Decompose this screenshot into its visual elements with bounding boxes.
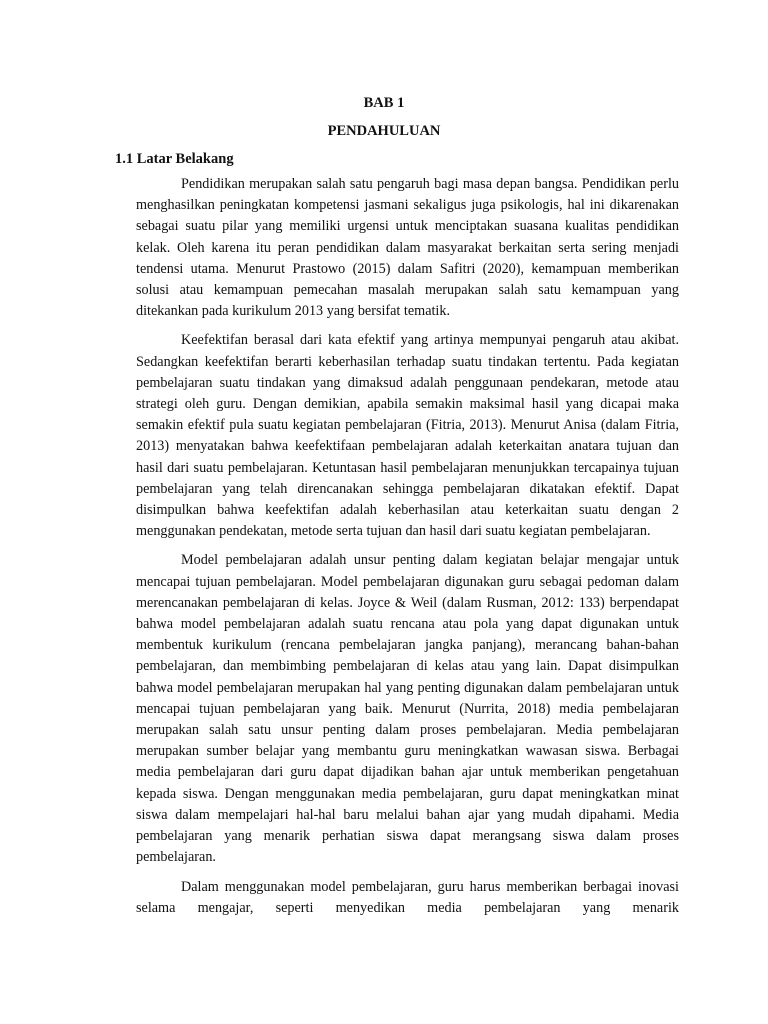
section-heading: 1.1 Latar Belakang	[115, 151, 234, 167]
paragraph-4: Dalam menggunakan model pembelajaran, guru harus memberikan berbagai inovasi selama mengajar, seperti menyedikan media pembelajaran yang menarik	[136, 878, 679, 916]
paragraph-3: Model pembelajaran adalah unsur penting dalam kegiatan belajar mengajar untuk mencapai tujuan pembelajaran. Model pembelajaran digunakan guru sebagai pedoman dalam merencanakan pembelajaran di kelas. Joyce & Weil (dalam Rusman, 2012: 133) berpendapat bahwa model pembelajaran adalah suatu rencana atau pola yang dapat digunakan untuk membentuk kurikulum (rencana pembelajaran jangka panjang), merancang bahan-bahan pembelajaran, dan membimbing pembelajaran di kelas atau yang lain. Dapat disimpulkan bahwa model pembelajaran merupakan hal yang penting digunakan dalam pembelajaran untuk mencapai tujuan pembelajaran yang baik. Menurut (Nurrita, 2018) media pembelajaran merupakan salah satu unsur penting dalam proses pembelajaran. Media pembelajaran merupakan sumber belajar yang membantu guru meningkatkan wawasan siswa. Berbagai media pembelajaran dari guru dapat dijadikan bahan ajar untuk memberikan pengetahuan kepada siswa. Dengan menggunakan media pembelajaran, guru dapat meningkatkan minat siswa dalam mempelajari hal-hal baru melalui bahan ajar yang mudah dipahami. Media pembelajaran yang menarik perhatian siswa dapat merangsang siswa dalam proses pembelajaran.	[136, 552, 679, 866]
paragraph-2: Keefektifan berasal dari kata efektif yang artinya mempunyai pengaruh atau akibat. Sedangkan keefektifan berarti keberhasilan terhadap suatu tindakan tertentu. Pada kegiatan pembelajaran suatu tindakan yang dimaksud adalah penggunaan pendekaran, metode atau strategi oleh guru. Dengan demikian, apabila semakin maksimal hasil yang dicapai maka semakin efektif pula suatu kegiatan pembelajaran (Fitria, 2013). Menurut Anisa (dalam Fitria, 2013) menyatakan bahwa keefektifaan pembelajaran adalah keterkaitan anatara tujuan dan hasil dari suatu pembelajaran. Ketuntasan hasil pembelajaran menunjukkan tercapainya tujuan pembelajaran yang telah direncanakan sehingga pembelajaran dikatakan efektif. Dapat disimpulkan bahwa keefektifan adalah keberhasilan atau keterkaitan suatu dengan 2 menggunakan pendekatan, metode serta tujuan dan hasil dari suatu kegiatan pembelajaran.	[136, 332, 679, 540]
body-text	[136, 174, 679, 927]
chapter-title: PENDAHULUAN	[327, 123, 441, 139]
paragraph-1: Pendidikan merupakan salah satu pengaruh bagi masa depan bangsa. Pendidikan perlu menghasilkan peningkatan kompetensi jasmani sekaligus juga psikologis, hal ini dikarenakan sebagai suatu pilar yang memiliki urgensi untuk menciptakan suasana kualitas pendidikan kelak. Oleh karena itu peran pendidikan dalam masyarakat berkaitan serta sering menjadi tendensi utama. Menurut Prastowo (2015) dalam Safitri (2020), kemampuan memberikan solusi atau kemampuan pemecahan masalah merupakan salah satu kemampuan yang ditekankan pada kurikulum 2013 yang bersifat tematik.	[136, 176, 679, 320]
chapter-number: BAB 1	[363, 95, 405, 111]
